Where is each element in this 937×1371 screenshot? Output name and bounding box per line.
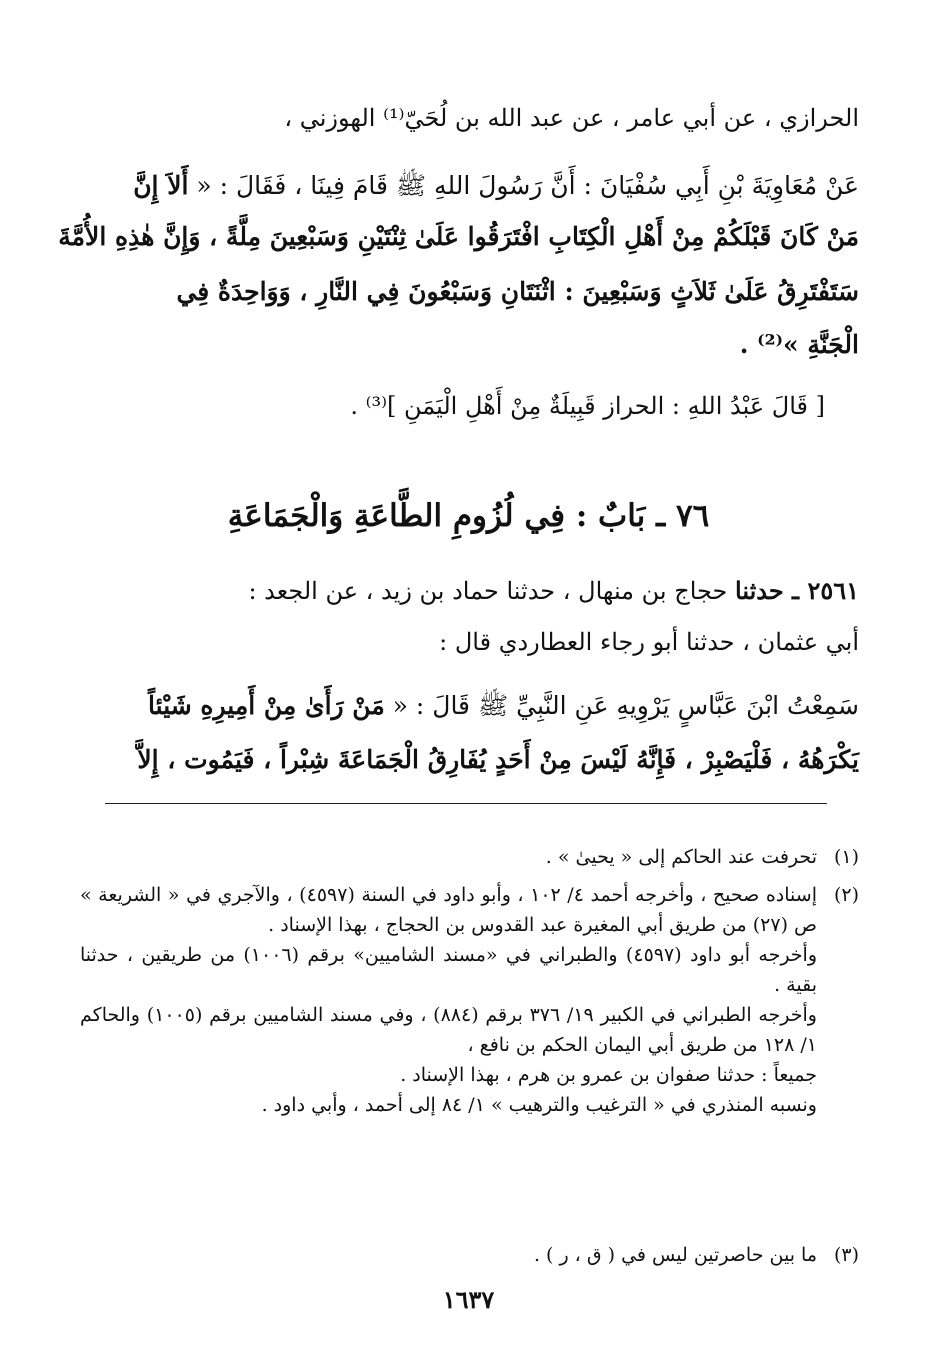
footnote-number: (٢) [833, 884, 859, 906]
footnote-1 [80, 842, 859, 872]
hadith-2561-line-4 [78, 745, 859, 774]
hadith-text: يَكْرَهُهُ ، فَلْيَصْبِرْ ، فَإِنَّهُ لَيْسَ مِنْ أَحَدٍ يُفَارِقُ الْجَمَاعَةَ شِبْراً ، فَيَمُوت ، إِلاَّ [137, 745, 859, 774]
footnote-3 [80, 1240, 859, 1270]
page-number-text: ١٦٣٧ [442, 1285, 495, 1314]
isnad-text: حجاج بن منهال ، حدثنا حماد بن زيد ، عن الجعد : [248, 577, 736, 605]
footnote-paragraph: إسناده صحيح ، وأخرجه أحمد ٤/ ١٠٢ ، وأبو داود في السنة (٤٥٩٧) ، والآجري في « الشريعة » ص (٢٧) من طريق أبي المغيرة عبد القدوس بن الحجاج ، بهذا الإسناد . [80, 884, 817, 936]
hadith-number: ٢٥٦١ ـ حدثنا [735, 576, 859, 605]
footnote-paragraph: جميعاً : حدثنا صفوان بن عمرو بن هرم ، بهذا الإسناد . [400, 1064, 817, 1086]
footnote-paragraph: ونسبه المنذري في « الترغيب والترهيب » ١/ ٨٤ إلى أحمد ، وأبي داود . [261, 1094, 817, 1116]
isnad-text: أبي عثمان ، حدثنا أبو رجاء العطاردي قال : [439, 628, 859, 656]
footnote-number: (١) [833, 846, 859, 868]
footnote-body [80, 842, 817, 872]
hadith-2561-line-1 [78, 576, 859, 605]
footnote-paragraph: ما بين حاصرتين ليس في ( ق ، ر ) . [533, 1244, 817, 1266]
footnote-body [80, 1240, 817, 1270]
hadith-text: سَتَفْتَرِقُ عَلَىٰ ثَلاَثٍ وَسَبْعِينَ : اثْنَتَانِ وَسَبْعُونَ فِي النَّارِ ، وَوَاحِدَةٌ فِي [176, 277, 859, 306]
footnote-body [80, 880, 817, 1120]
editor-note-text: [ قَالَ عَبْدُ اللهِ : الحراز قَبِيلَةٌ مِنْ أَهْلِ الْيَمَنِ ]⁽³⁾ . [350, 392, 825, 420]
hadith-line-3 [78, 277, 859, 306]
chapter-heading [0, 498, 937, 534]
hadith-text: الْجَنَّةِ »⁽²⁾ . [739, 330, 859, 359]
editor-note-line [78, 392, 825, 420]
isnad-text: الحرازي ، عن أبي عامر ، عن عبد الله بن لُحَيّ⁽¹⁾ الهوزني ، [284, 104, 859, 132]
footnote-paragraph: تحرفت عند الحاكم إلى « يحيىٰ » . [545, 846, 817, 868]
hadith-2561-line-2 [78, 628, 859, 656]
footnote-separator [105, 803, 827, 804]
hadith-text-bold: مَنْ رَأَىٰ مِنْ أَمِيرِهِ شَيْئاً [148, 691, 385, 720]
hadith-2561-line-3 [78, 690, 859, 727]
footnote-2 [80, 880, 859, 1120]
page-number [0, 1285, 937, 1314]
footnote-paragraph: وأخرجه أبو داود (٤٥٩٧) والطبراني في «مسند الشاميين» برقم (١٠٠٦) من طريقين ، حدثنا بقية . [80, 944, 817, 996]
hadith-text-bold: أَلاَ إِنَّ [133, 171, 189, 200]
hadith-text: مَنْ كَانَ قَبْلَكُمْ مِنْ أَهْلِ الْكِتَابِ افْتَرَقُوا عَلَىٰ ثِنْتَيْنِ وَسَبْعِينَ مِلَّةً ، وَإِنَّ هٰذِهِ الأُمَّةَ [58, 222, 859, 251]
isnad-line [78, 104, 859, 132]
footnote-number: (٣) [833, 1244, 859, 1266]
chapter-title: ٧٦ ـ بَابٌ : فِي لُزُومِ الطَّاعَةِ وَالْجَمَاعَةِ [227, 498, 710, 534]
hadith-text: عَنْ مُعَاوِيَةَ بْنِ أَبِي سُفْيَانَ : أَنَّ رَسُولَ اللهِ ﷺ قَامَ فِينَا ، فَقَالَ : « [188, 171, 859, 200]
footnote-paragraph: وأخرجه الطبراني في الكبير ١٩/ ٣٧٦ برقم (٨٨٤) ، وفي مسند الشاميين برقم (١٠٠٥) والحاكم ١/ ١٢٨ من طريق أبي اليمان الحكم بن نافع ، [80, 1004, 817, 1056]
hadith-line-1 [78, 170, 859, 207]
hadith-text: سَمِعْتُ ابْنَ عَبَّاسٍ يَرْوِيهِ عَنِ النَّبِيِّ ﷺ قَالَ : « [384, 691, 859, 720]
hadith-line-4 [78, 330, 859, 359]
hadith-line-2 [58, 222, 859, 251]
